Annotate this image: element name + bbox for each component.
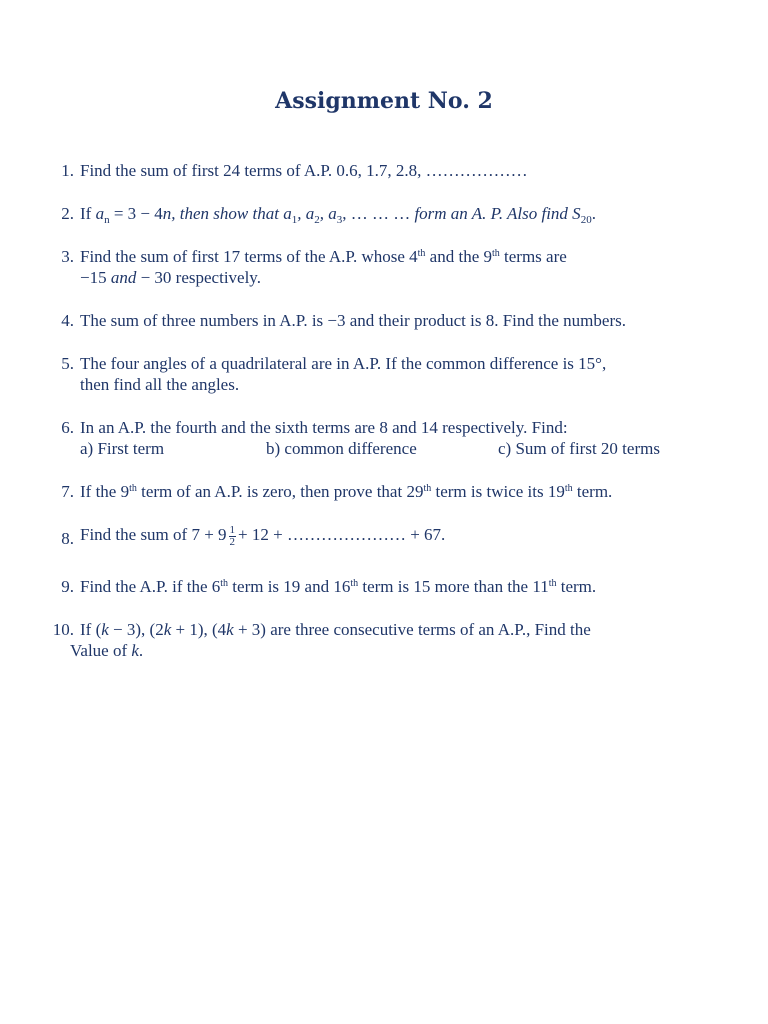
text-part: Find the A.P. if the 6 bbox=[80, 577, 221, 596]
question-text bbox=[70, 619, 736, 661]
text-part: + 1), (4 bbox=[171, 620, 227, 639]
math-var: n bbox=[162, 204, 172, 223]
text-part: If bbox=[80, 204, 96, 223]
continuation-line bbox=[70, 640, 736, 661]
text-part: − 30 respectively. bbox=[136, 268, 261, 287]
fraction-denominator: 2 bbox=[229, 535, 236, 548]
text-part: Value of bbox=[70, 641, 132, 660]
ordinal-suffix: th bbox=[492, 248, 500, 259]
text-part: If the 9 bbox=[80, 482, 130, 501]
question-text bbox=[80, 524, 736, 548]
text-part: In an A.P. the fourth and the sixth terms are 8 and 14 respectively. Find: bbox=[80, 418, 568, 437]
question-text bbox=[80, 417, 736, 459]
text-part: Find the sum of 7 + 9 bbox=[80, 525, 227, 544]
text-part: term. bbox=[556, 577, 597, 596]
ordinal-suffix: th bbox=[548, 578, 557, 589]
question-1 bbox=[40, 160, 740, 181]
continuation-line bbox=[80, 267, 736, 288]
continuation-line: then find all the angles. bbox=[80, 375, 240, 394]
text-part: term is twice its 19 bbox=[431, 482, 565, 501]
text-part: term is 19 and 16 bbox=[228, 577, 351, 596]
ordinal-suffix: th bbox=[350, 578, 359, 589]
question-text: Find the sum of first 24 terms of A.P. 0.6, 1.7, 2.8, ……………… bbox=[80, 161, 528, 180]
math-text: and bbox=[110, 268, 137, 287]
math-var: a bbox=[283, 204, 292, 223]
text-part: term is 15 more than the 11 bbox=[358, 577, 549, 596]
question-text bbox=[80, 353, 736, 395]
text-part: . bbox=[591, 204, 596, 223]
text-part: + 12 + ………………… + 67. bbox=[238, 525, 446, 544]
question-5 bbox=[40, 353, 740, 395]
question-2 bbox=[40, 203, 740, 224]
fraction-numerator: 1 bbox=[229, 523, 236, 536]
ordinal-suffix: th bbox=[129, 483, 137, 494]
math-text: form an A. P. Also find S bbox=[414, 204, 581, 223]
math-var: , a bbox=[297, 204, 315, 223]
question-text bbox=[80, 576, 736, 597]
question-text: The sum of three numbers in A.P. is −3 and their product is 8. Find the numbers. bbox=[80, 311, 626, 330]
question-number: 10. bbox=[52, 620, 74, 639]
question-number: 6. bbox=[61, 418, 74, 437]
question-number: 5. bbox=[61, 354, 74, 373]
question-7 bbox=[40, 481, 740, 502]
question-4 bbox=[40, 310, 740, 331]
ordinal-suffix: th bbox=[417, 248, 426, 259]
question-6 bbox=[40, 417, 740, 459]
text-part: + 3) are three consecutive terms of an A.P., Find the bbox=[233, 620, 591, 639]
sub-part-c: c) Sum of first 20 terms bbox=[498, 439, 660, 458]
text-part: term. bbox=[572, 482, 613, 501]
math-sub: 20 bbox=[580, 214, 592, 226]
question-text bbox=[80, 203, 736, 224]
question-text bbox=[80, 246, 736, 288]
math-sub: 2 bbox=[314, 214, 320, 226]
fraction bbox=[229, 525, 237, 548]
text-part: If ( bbox=[80, 620, 102, 639]
text-part: . bbox=[138, 641, 144, 660]
ordinal-suffix: th bbox=[564, 483, 573, 494]
math-var: k bbox=[101, 620, 109, 639]
ordinal-suffix: th bbox=[220, 578, 229, 589]
question-9 bbox=[40, 576, 740, 597]
text-part: terms are bbox=[499, 247, 567, 266]
ordinal-suffix: th bbox=[423, 483, 432, 494]
question-8 bbox=[40, 524, 740, 549]
math-var: , a bbox=[319, 204, 337, 223]
math-var: a bbox=[95, 204, 105, 223]
question-number: 2. bbox=[61, 204, 74, 223]
sub-part-a: a) First term bbox=[80, 439, 165, 458]
math-sub: 3 bbox=[336, 214, 343, 226]
text-part: −15 bbox=[80, 268, 111, 287]
math-text: , then show that bbox=[171, 204, 284, 223]
question-number: 8. bbox=[61, 529, 74, 548]
question-number: 1. bbox=[61, 161, 74, 180]
text-part: and the 9 bbox=[425, 247, 492, 266]
question-text bbox=[80, 481, 736, 502]
question-number: 9. bbox=[61, 577, 74, 596]
text-part: term of an A.P. is zero, then prove that 29 bbox=[136, 482, 424, 501]
question-number: 7. bbox=[61, 482, 74, 501]
sub-part-b: b) common difference bbox=[266, 439, 417, 458]
math-sub: n bbox=[104, 214, 110, 226]
question-3 bbox=[40, 246, 740, 288]
question-10 bbox=[40, 619, 740, 661]
page-title: Assignment No. 2 bbox=[275, 88, 493, 114]
text-part: , … … … bbox=[342, 204, 415, 223]
math-sub: 1 bbox=[291, 214, 298, 226]
math-var: k bbox=[226, 620, 234, 639]
text-part: The four angles of a quadrilateral are in A.P. If the common difference is 15°, bbox=[80, 354, 607, 373]
math-var: k bbox=[131, 641, 139, 660]
text-part: = 3 − 4 bbox=[109, 204, 163, 223]
text-part: − 3), (2 bbox=[108, 620, 164, 639]
sub-parts bbox=[80, 438, 736, 459]
question-number: 3. bbox=[61, 247, 74, 266]
question-number: 4. bbox=[61, 311, 74, 330]
math-var: k bbox=[163, 620, 172, 639]
text-part: Find the sum of first 17 terms of the A.P. whose 4 bbox=[80, 247, 418, 266]
